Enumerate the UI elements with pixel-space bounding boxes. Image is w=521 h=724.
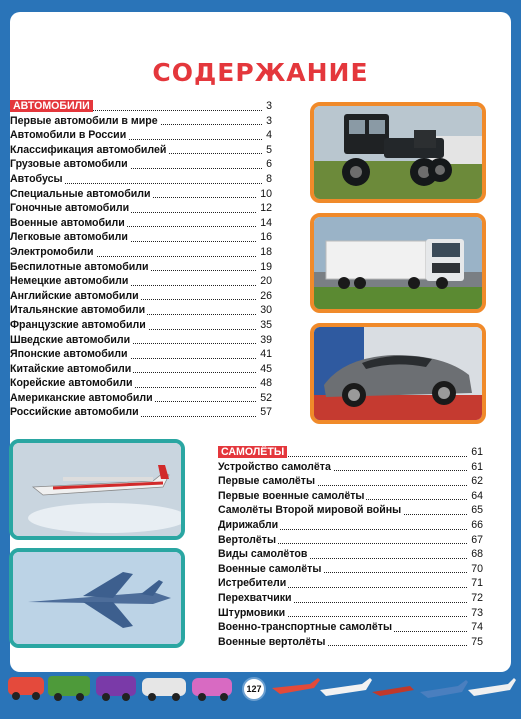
toc-entry-page: 48 — [257, 376, 272, 391]
toc-entry-label: Военные вертолёты — [218, 635, 326, 648]
toc-entry-page: 67 — [468, 533, 483, 548]
toc-entry[interactable] — [218, 533, 483, 548]
toc-entry-page: 75 — [468, 635, 483, 650]
toc-entry[interactable] — [10, 187, 272, 202]
toc-entry[interactable] — [10, 376, 272, 391]
toc-entry-page: 45 — [257, 362, 272, 377]
toc-entry-page: 12 — [257, 201, 272, 216]
toc-entry-page: 5 — [263, 143, 272, 158]
toc-entry-page: 6 — [263, 157, 272, 172]
toc-entry-page: 61 — [468, 445, 483, 460]
page-title: СОДЕРЖАНИЕ — [152, 58, 369, 87]
toc-entry[interactable] — [218, 620, 483, 635]
toc-entry-page: 14 — [257, 216, 272, 231]
toc-entry-label: Гоночные автомобили — [10, 202, 130, 215]
toc-entry[interactable] — [218, 547, 483, 562]
toc-entry-page: 18 — [257, 245, 272, 260]
toc-entry-page: 65 — [468, 503, 483, 518]
toc-entry[interactable] — [218, 503, 483, 518]
fighter-jet-photo — [9, 548, 185, 648]
planes-toc — [218, 445, 483, 649]
toc-entry[interactable] — [10, 391, 272, 406]
toc-entry[interactable] — [10, 362, 272, 377]
toc-entry-label: Перехватчики — [218, 591, 292, 604]
truck-photo — [310, 213, 486, 313]
toc-entry-label: Первые военные самолёты — [218, 489, 365, 502]
toc-entry-label: Первые самолёты — [218, 475, 316, 488]
toc-entry-page: 19 — [257, 260, 272, 275]
toc-entry-label: Специальные автомобили — [10, 187, 151, 200]
toc-entry-label: Самолёты Второй мировой войны — [218, 504, 402, 517]
toc-entry-label: Первые автомобили в мире — [10, 114, 158, 127]
toc-entry-label: Российские автомобили — [10, 406, 139, 419]
toc-entry[interactable] — [10, 347, 272, 362]
toc-entry[interactable] — [218, 518, 483, 533]
vintage-car-photo — [310, 102, 486, 203]
toc-entry-label: Немецкие автомобили — [10, 275, 129, 288]
toc-entry-label: САМОЛЁТЫ — [218, 446, 287, 458]
toc-entry-label: Устройство самолёта — [218, 460, 331, 473]
toc-entry[interactable] — [218, 606, 483, 621]
toc-entry-page: 35 — [257, 318, 272, 333]
toc-section-header[interactable] — [10, 99, 272, 114]
toc-entry-page: 39 — [257, 333, 272, 348]
toc-entry-page: 10 — [257, 187, 272, 202]
toc-entry-label: Китайские автомобили — [10, 362, 132, 375]
toc-entry-page: 57 — [257, 405, 272, 420]
toc-entry-page: 66 — [468, 518, 483, 533]
toc-entry-label: Дирижабли — [218, 518, 279, 531]
toc-section-header[interactable] — [218, 445, 483, 460]
toc-entry[interactable] — [218, 635, 483, 650]
toc-entry[interactable] — [10, 303, 272, 318]
toc-entry-label: Английские автомобили — [10, 289, 139, 302]
page-number: 127 — [242, 677, 266, 701]
toc-entry-page: 3 — [263, 114, 272, 129]
toc-entry[interactable] — [218, 474, 483, 489]
toc-entry[interactable] — [10, 318, 272, 333]
toc-entry-page: 68 — [468, 547, 483, 562]
toc-entry[interactable] — [10, 157, 272, 172]
toc-entry-page: 30 — [257, 303, 272, 318]
toc-entry[interactable] — [10, 216, 272, 231]
toc-entry[interactable] — [10, 260, 272, 275]
toc-entry-label: АВТОМОБИЛИ — [10, 100, 93, 112]
toc-entry-label: Японские автомобили — [10, 348, 128, 361]
cars-toc — [10, 99, 272, 420]
toc-entry-label: Шведские автомобили — [10, 333, 131, 346]
toc-entry-label: Виды самолётов — [218, 548, 308, 561]
toc-entry-label: Грузовые автомобили — [10, 158, 128, 171]
toc-entry-page: 70 — [468, 562, 483, 577]
toc-entry-label: Военные автомобили — [10, 216, 125, 229]
toc-entry-label: Итальянские автомобили — [10, 304, 146, 317]
toc-entry[interactable] — [218, 489, 483, 504]
toc-entry-label: Легковые автомобили — [10, 231, 128, 244]
toc-entry[interactable] — [10, 128, 272, 143]
toc-entry-label: Беспилотные автомобили — [10, 260, 149, 273]
toc-entry-label: Штурмовики — [218, 606, 286, 619]
toc-entry[interactable] — [10, 230, 272, 245]
toc-entry-label: Электромобили — [10, 245, 94, 258]
toc-entry-label: Военные самолёты — [218, 562, 322, 575]
toc-entry-page: 62 — [468, 474, 483, 489]
toc-entry[interactable] — [218, 562, 483, 577]
toc-entry[interactable] — [218, 576, 483, 591]
toc-entry-page: 61 — [468, 460, 483, 475]
sports-car-photo — [310, 323, 486, 424]
toc-entry-label: Автобусы — [10, 172, 63, 185]
toc-entry[interactable] — [10, 114, 272, 129]
toc-entry[interactable] — [10, 143, 272, 158]
toc-entry-page: 52 — [257, 391, 272, 406]
toc-entry-page: 4 — [263, 128, 272, 143]
toc-entry-label: Классификация автомобилей — [10, 143, 167, 156]
toc-entry-page: 74 — [468, 620, 483, 635]
toc-entry-page: 26 — [257, 289, 272, 304]
toc-entry-page: 8 — [263, 172, 272, 187]
toc-entry-page: 71 — [468, 576, 483, 591]
toc-entry-page: 73 — [468, 606, 483, 621]
toc-entry-label: Автомобили в России — [10, 129, 127, 142]
toc-entry-label: Корейские автомобили — [10, 377, 133, 390]
toc-entry-label: Американские автомобили — [10, 391, 153, 404]
toc-entry[interactable] — [218, 591, 483, 606]
toc-entry-label: Французские автомобили — [10, 318, 146, 331]
toc-entry-label: Военно-транспортные самолёты — [218, 621, 392, 634]
toc-entry[interactable] — [10, 245, 272, 260]
toc-entry-label: Вертолёты — [218, 533, 276, 546]
firefighting-plane-photo — [9, 439, 185, 540]
toc-entry-page: 3 — [263, 99, 272, 114]
toc-entry[interactable] — [10, 289, 272, 304]
toc-entry[interactable] — [10, 333, 272, 348]
toc-entry[interactable] — [10, 405, 272, 420]
toc-entry-page: 41 — [257, 347, 272, 362]
toc-entry[interactable] — [10, 172, 272, 187]
toc-entry[interactable] — [10, 201, 272, 216]
toc-entry-page: 72 — [468, 591, 483, 606]
toc-entry-label: Истребители — [218, 577, 287, 590]
toc-entry-page: 64 — [468, 489, 483, 504]
toc-entry[interactable] — [218, 460, 483, 475]
toc-entry[interactable] — [10, 274, 272, 289]
toc-entry-page: 16 — [257, 230, 272, 245]
toc-entry-page: 20 — [257, 274, 272, 289]
